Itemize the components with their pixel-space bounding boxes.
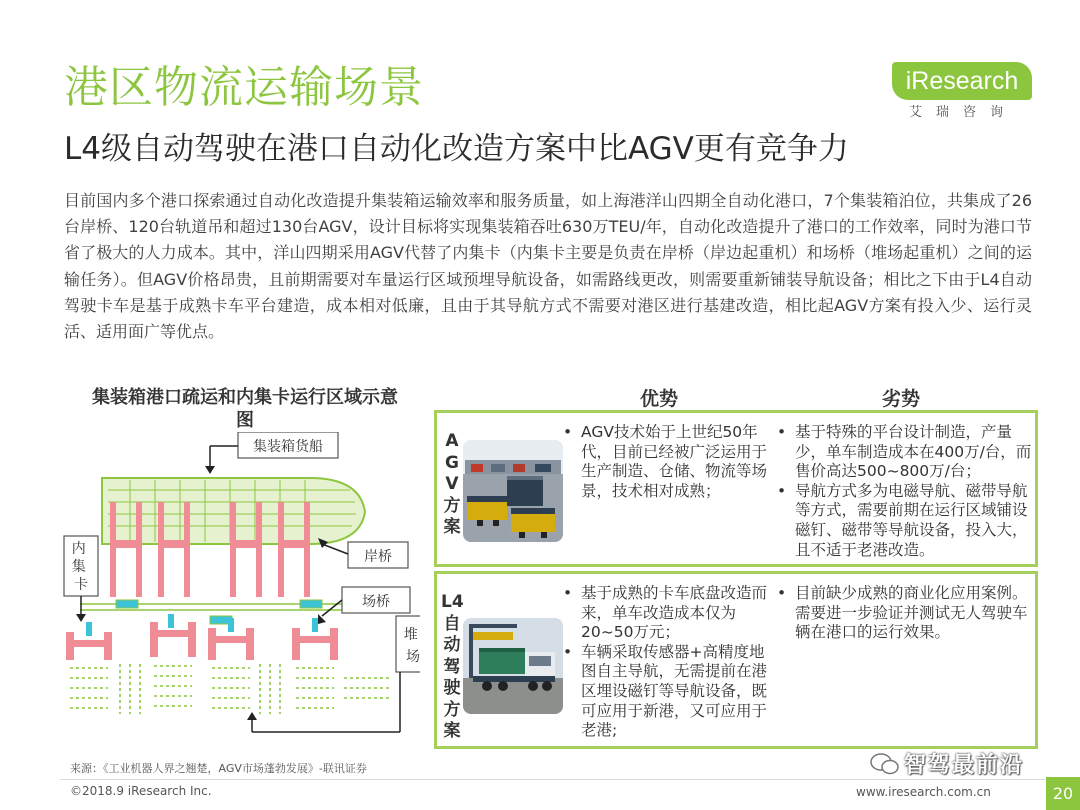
agv-advantages bbox=[561, 423, 773, 501]
yard-crane-label: 场桥 bbox=[362, 594, 390, 610]
agv-label-char-4: 方 bbox=[443, 495, 461, 516]
yard-label-char-1: 堆 bbox=[403, 627, 418, 643]
l4-label-char-7: 案 bbox=[443, 721, 461, 741]
agv-dis-text-2: 导航方式多为电磁导航、磁带导航等方式，需要前期在运行区域铺设磁钉、磁带等导航设备，投入大，且不适于老港改造。 bbox=[795, 481, 1028, 559]
footer-divider bbox=[60, 779, 1045, 780]
agv-dis-item-1: • 基于特殊的平台设计制造，产量少，单车制造成本在400万/台，而售价高达500~800万/台； bbox=[777, 423, 1032, 481]
l4-label-char-6: 方 bbox=[443, 699, 461, 720]
agv-label-char-1: A bbox=[445, 431, 459, 451]
l4-dis-item-1: • 目前缺少成熟的商业化应用案例。需要进一步验证并测试无人驾驶车辆在港口的运行效果。 bbox=[777, 584, 1028, 642]
l4-adv-item-1: • 基于成熟的卡车底盘改造而来，单车改造成本仅为20~50万元； bbox=[563, 584, 768, 642]
port-diagram bbox=[60, 432, 420, 757]
agv-adv-text-1: AGV技术始于上世纪50年代，目前已经被广泛运用于生产制造、仓储、物流等场景，技术相对成熟； bbox=[581, 423, 768, 500]
inner-truck-label-char-3: 卡 bbox=[74, 577, 88, 593]
agv-dis-item-2: • 导航方式多为电磁导航、磁带导航等方式，需要前期在运行区域铺设磁钉、磁带等导航设备，投入大，且不适于老港改造。 bbox=[777, 481, 1028, 559]
agv-label-char-5: 案 bbox=[443, 517, 461, 537]
agv-label-char-3: V bbox=[445, 474, 459, 494]
agv-photo bbox=[463, 440, 563, 542]
wechat-icon bbox=[870, 752, 900, 776]
l4-advantages bbox=[561, 584, 773, 741]
watermark: 智驾最前沿 bbox=[904, 753, 1025, 778]
col-head-disadvantages: 劣势 bbox=[882, 388, 921, 410]
agv-panel bbox=[434, 410, 1038, 567]
l4-adv-text-1: 基于成熟的卡车底盘改造而来，单车改造成本仅为20~50万元； bbox=[581, 584, 768, 642]
agv-label-char-2: G bbox=[445, 452, 459, 473]
l4-label-char-3: 动 bbox=[443, 635, 461, 655]
agv-row-label bbox=[441, 431, 463, 539]
logo-brand: iResearch bbox=[905, 67, 1019, 95]
inner-truck-label bbox=[72, 540, 90, 593]
l4-truck-photo bbox=[463, 618, 563, 714]
l4-label-char-4: 驾 bbox=[443, 656, 461, 677]
footer-url[interactable]: www.iresearch.com.cn bbox=[856, 785, 991, 799]
agv-dis-text-1: 基于特殊的平台设计制造，产量少，单车制造成本在400万/台，而售价高达500~800万/台； bbox=[795, 423, 1032, 481]
l4-dis-text-1: 目前缺少成熟的商业化应用案例。需要进一步验证并测试无人驾驶车辆在港口的运行效果。 bbox=[795, 584, 1028, 642]
page-title: 港区物流运输场景 bbox=[64, 62, 424, 113]
quay-crane-label: 岸桥 bbox=[364, 549, 392, 565]
l4-label-char-5: 驶 bbox=[443, 678, 461, 698]
inner-truck-label-char-1: 内 bbox=[71, 541, 86, 557]
l4-adv-item-2: • 车辆采取传感器+高精度地图自主导航，无需提前在港区埋设磁钉等导航设备，既可应用于新港，又可应用于老港; bbox=[563, 642, 768, 740]
yard-stack-cols bbox=[120, 664, 280, 714]
l4-panel bbox=[434, 571, 1038, 749]
source-note: 来源：《工业机器人界之翘楚，AGV市场蓬勃发展》-联讯证券 bbox=[70, 762, 367, 775]
l4-row-label bbox=[441, 592, 463, 743]
l4-label-char-2: 自 bbox=[443, 613, 461, 634]
yard-label-char-2: 场 bbox=[406, 649, 420, 665]
yard-stacks bbox=[70, 666, 390, 708]
yard-truck-markers bbox=[86, 614, 318, 636]
copyright: ©2018.9 iResearch Inc. bbox=[70, 784, 212, 798]
agv-adv-item-1: • AGV技术始于上世纪50年代，目前已经被广泛运用于生产制造、仓储、物流等场景，技术相对成熟； bbox=[563, 423, 768, 500]
logo-cn: 艾瑞咨询 bbox=[908, 105, 1017, 120]
agv-disadvantages bbox=[775, 423, 1033, 560]
page-number: 20 bbox=[1046, 777, 1080, 810]
col-head-advantages: 优势 bbox=[640, 388, 679, 410]
yard-cranes bbox=[66, 622, 338, 660]
inner-truck-label-char-2: 集 bbox=[71, 559, 86, 575]
page-subtitle: L4级自动驾驶在港口自动化改造方案中比AGV更有竞争力 bbox=[64, 131, 849, 167]
diagram-title: 集装箱港口疏运和内集卡运行区域示意图 bbox=[92, 387, 398, 431]
iresearch-logo bbox=[888, 58, 1038, 128]
l4-label-char-1: L4 bbox=[441, 592, 464, 612]
body-paragraph: 目前国内多个港口探索通过自动化改造提升集装箱运输效率和服务质量，如上海港洋山四期全自动化港口，7个集装箱泊位，共集成了26台岸桥、120台轨道吊和超过130台AGV，设计目标将实现集装箱吞吐630万TEU/年，自动化改造提升了港口的工作效率，同时为港口节省了极大的人力成本。其中，洋山四期采用AGV代替了内集卡（内集卡主要是负责在岸桥（岸边起重机）和场桥（堆场起重机）之间的运输任务）。但AGV价格昂贵，且前期需要对车量运行区域预埋导航设备，如需路线更改，则需要重新铺装导航设备；相比之下由于L4自动驾驶卡车是基于成熟卡车平台建造，成本相对低廉，且由于其导航方式不需要对港区进行基建改造，相比起AGV方案有投入少、运行灵活、适用面广等优点。 bbox=[64, 191, 1032, 342]
l4-adv-text-2: 车辆采取传感器+高精度地图自主导航，无需提前在港区埋设磁钉等导航设备，既可应用于新港，又可应用于老港; bbox=[581, 642, 768, 740]
l4-disadvantages bbox=[775, 584, 1033, 643]
ship-label: 集装箱货船 bbox=[253, 439, 323, 455]
